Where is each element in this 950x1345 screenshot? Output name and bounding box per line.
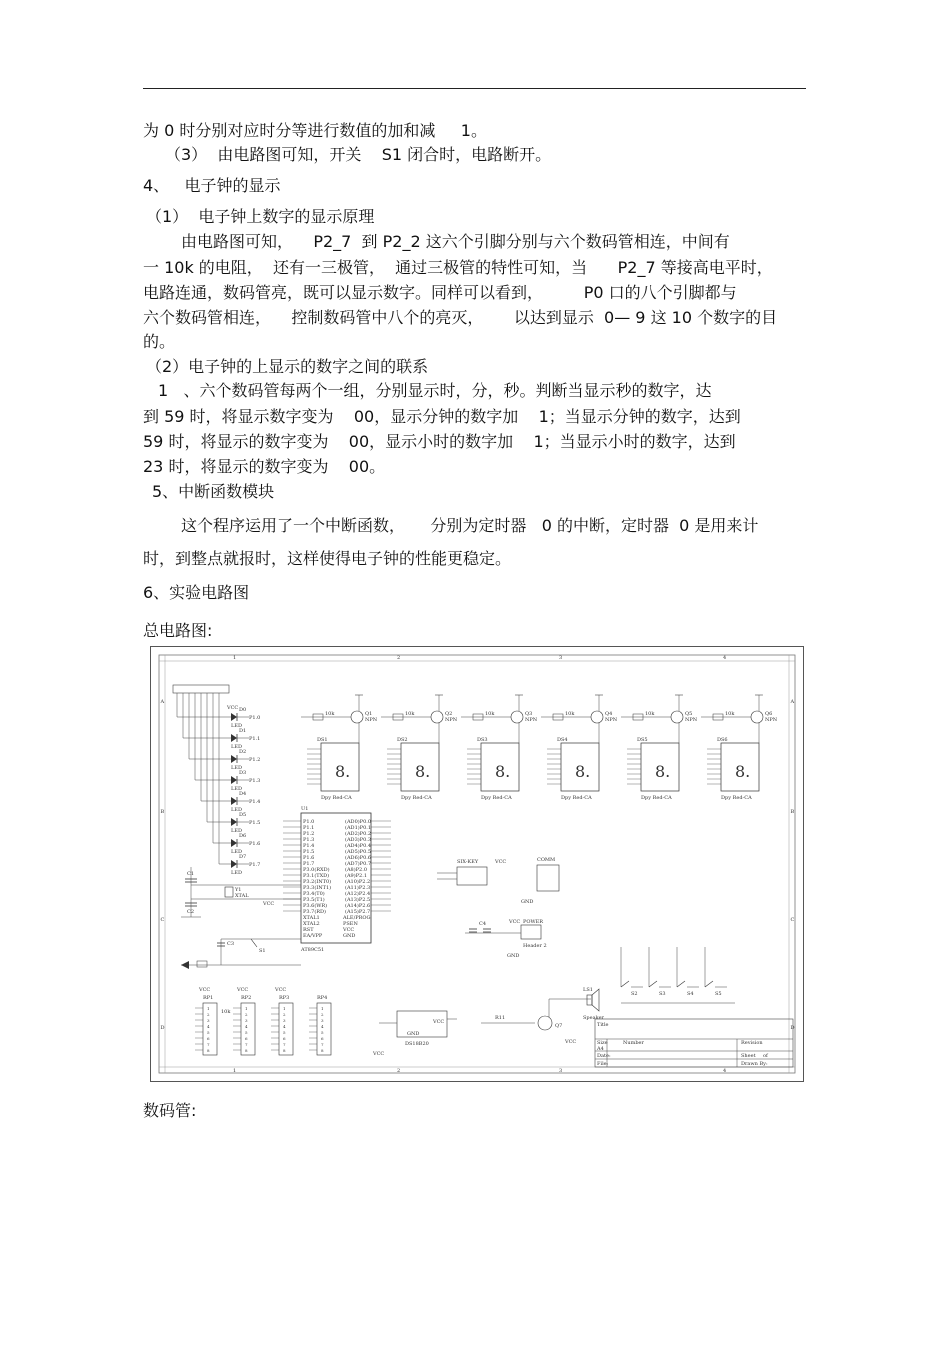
tb-size-label: Size (597, 1040, 608, 1046)
switch-contact (649, 981, 657, 987)
mcu-pin-misc: XTAL1 (303, 915, 320, 921)
transistor-type: NPN (445, 717, 458, 723)
led-pin-label: P1.0 (249, 715, 261, 721)
transistor-symbol (591, 711, 603, 723)
transistor-ref: Q5 (685, 711, 693, 717)
resistor-pack (241, 1003, 255, 1055)
mcu-pin-p3: P3.1(TXD) (303, 873, 330, 879)
led-diode-symbol (231, 776, 237, 784)
display-digit: 8. (415, 762, 431, 781)
rp-pin-number: 6 (207, 1036, 210, 1041)
display-caption: Dpy Red-CA (641, 795, 672, 801)
power-gnd: GND (507, 953, 520, 959)
comm-header (521, 857, 559, 905)
tb-number: Number (623, 1040, 644, 1046)
display-caption: Dpy Red-CA (721, 795, 752, 801)
comm-label: COMM (537, 857, 556, 863)
frame-row-label: C (790, 917, 795, 923)
rp-pin-number: 1 (283, 1006, 286, 1011)
ds18b20-gnd: GND (407, 1031, 420, 1037)
led-diode-symbol (231, 818, 237, 826)
transistor-symbol (511, 711, 523, 723)
rp-pin-number: 4 (207, 1024, 210, 1029)
rp-pin-number: 8 (283, 1048, 286, 1053)
frame-row-label: D (160, 1025, 165, 1031)
mcu-ref: U1 (301, 806, 309, 812)
display-ref: DS1 (317, 737, 328, 743)
mcu-pin-p3: P3.3(INT1) (303, 885, 332, 891)
led-label: LED (231, 765, 242, 771)
title-block (595, 1019, 793, 1067)
frame-row-label: D (790, 1025, 795, 1031)
display-ref: DS2 (397, 737, 408, 743)
ds18b20-vcc: VCC (433, 1019, 445, 1025)
transistor-symbol (431, 711, 443, 723)
mcu-pin-misc: ALE/PROG (343, 915, 371, 921)
led-ref: D1 (239, 728, 247, 734)
mcu-pin-p0: (AD3)P0.3 (345, 837, 372, 843)
rp-pin-number: 5 (283, 1030, 286, 1035)
led-label: LED (231, 786, 242, 792)
transistor-type: NPN (685, 717, 698, 723)
resistor-value: 10k (565, 711, 575, 717)
led-ref: D7 (239, 854, 247, 860)
rp-pin-number: 5 (207, 1030, 210, 1035)
transistor-symbol (751, 711, 763, 723)
led-pin-label: P1.2 (249, 757, 261, 763)
transistor-ref: Q1 (365, 711, 373, 717)
mcu-pin-p3: P3.6(WR) (303, 903, 328, 909)
transistor-symbol (671, 711, 683, 723)
text-line-1: 为 0 时分别对应时分等进行数值的加和减 1。 (143, 121, 487, 140)
rp-vcc-label: VCC (237, 987, 249, 993)
tb-revision: Revision (741, 1040, 763, 1046)
frame-row-label: A (790, 699, 795, 705)
mcu-pin-p1: P1.0 (303, 819, 315, 825)
rp-pin-number: 3 (283, 1018, 286, 1023)
section-heading-5: 5、中断函数模块 (152, 482, 275, 501)
rp-pin-number: 4 (245, 1024, 248, 1029)
text-line-12: 到 59 时，将显示数字变为 00，显示分钟的数字加 1；当显示分钟的数字，达到 (143, 407, 741, 426)
led-diode-symbol (231, 797, 237, 805)
led-label: LED (231, 807, 242, 813)
rp-vcc-label: VCC (275, 987, 287, 993)
led-pin-label: P1.3 (249, 778, 261, 784)
rp-pin-number: 1 (245, 1006, 248, 1011)
mcu-pin-p2: (A10)P2.2 (345, 879, 371, 885)
display-digit: 8. (335, 762, 351, 781)
mcu-pin-p2: (A13)P2.5 (345, 897, 371, 903)
rp-pin-number: 7 (283, 1042, 286, 1047)
mcu-pin-misc: EA/VPP (303, 933, 323, 939)
speaker-ref: LS1 (583, 987, 593, 993)
led-diode-symbol (231, 713, 237, 721)
text-line-6: 一 10k 的电阻， 还有一三极管， 通过三极管的特性可知，当 P2_7 等接高电平时， (143, 258, 773, 277)
rp-pin-number: 8 (207, 1048, 210, 1053)
rp-pin-number: 1 (207, 1006, 210, 1011)
cap-c3-label: C3 (227, 941, 235, 947)
led-diode-symbol (231, 860, 237, 868)
resistor-value: 10k (725, 711, 735, 717)
led-pin-label: P1.1 (249, 736, 261, 742)
led-label: LED (231, 723, 242, 729)
tb-drawn: Drawn By: (741, 1061, 768, 1067)
transistor-ref: Q6 (765, 711, 773, 717)
section-heading-4: 4、 电子钟的显示 (143, 176, 281, 195)
rp4-vcc-label: VCC (373, 1051, 385, 1057)
text-line-8: 六个数码管相连， 控制数码管中八个的亮灭， 以达到显示 0— 9 这 10 个数字的目 (143, 308, 778, 327)
six-key-vcc: VCC (495, 859, 507, 865)
tb-date: Date: (597, 1053, 611, 1059)
speaker-section (481, 987, 605, 1045)
resistor-value: 10k (325, 711, 335, 717)
six-key-label: SIX-KEY (457, 859, 479, 865)
mcu-pin-p1: P1.3 (303, 837, 315, 843)
display-digit: 8. (575, 762, 591, 781)
rp-pin-number: 4 (321, 1024, 324, 1029)
circuit-schematic (150, 646, 804, 1082)
rp-pin-number: 2 (283, 1012, 286, 1017)
resistor-pack-ref: RP2 (241, 995, 252, 1001)
transistor-ref: Q2 (445, 711, 453, 717)
rp-pin-number: 7 (207, 1042, 210, 1047)
switch-contact (677, 981, 685, 987)
mcu-pin-p3: P3.7(RD) (303, 909, 326, 915)
text-line-13: 59 时，将显示的数字变为 00，显示小时的数字加 1；当显示小时的数字，达到 (143, 432, 736, 451)
display-digit: 8. (735, 762, 751, 781)
switch-contact (705, 981, 713, 987)
rp-pin-number: 8 (321, 1048, 324, 1053)
cap-c1-label: C1 (187, 871, 195, 877)
ds18b20-sensor (379, 1011, 457, 1047)
resistor-pack (203, 1003, 217, 1055)
rp-pin-number: 2 (207, 1012, 210, 1017)
resistor-value: 10k (405, 711, 415, 717)
mcu-pin-p3: P3.5(T1) (303, 897, 325, 903)
text-line-2: （3） 由电路图可知，开关 S1 闭合时，电路断开。 (165, 145, 552, 164)
resistor-value: 10k (645, 711, 655, 717)
led-label: LED (231, 870, 242, 876)
switch-s1-label: S1 (259, 948, 266, 954)
frame-col-label: 1 (233, 1068, 237, 1074)
power-section (465, 919, 547, 959)
mcu-pin-misc: GND (343, 933, 356, 939)
mcu-pin-p2: (A11)P2.3 (345, 885, 371, 891)
caption-digit-tube: 数码管: (143, 1101, 197, 1120)
led-label: LED (231, 828, 242, 834)
led-label: LED (231, 744, 242, 750)
mcu-pin-p2: (A12)P2.4 (345, 891, 371, 897)
frame-col-label: 2 (397, 1068, 401, 1074)
led-diode-symbol (231, 734, 237, 742)
transistor-type: NPN (605, 717, 618, 723)
transistor-type: NPN (765, 717, 778, 723)
mcu-pin-p0: (AD2)P0.2 (345, 831, 372, 837)
text-line-14: 23 时，将显示的数字变为 00。 (143, 457, 386, 476)
crystal-label: XTAL (235, 893, 249, 899)
comm-gnd: GND (521, 899, 534, 905)
text-line-9: 的。 (143, 332, 176, 351)
rp-vcc-label: VCC (199, 987, 211, 993)
frame-col-label: 2 (397, 655, 401, 661)
mcu-pin-p2: (A9)P2.1 (345, 873, 368, 879)
led-ref: D0 (239, 707, 247, 713)
header-rule (143, 88, 806, 89)
led-ref: D3 (239, 770, 247, 776)
mcu-pin-p1: P1.6 (303, 855, 315, 861)
power-vcc: VCC (509, 919, 521, 925)
ds18b20-label: DS18B20 (405, 1041, 429, 1047)
subheading-2: （2）电子钟的上显示的数字之间的联系 (146, 357, 429, 376)
mcu-pin-p0: (AD6)P0.6 (345, 855, 372, 861)
mcu-pin-misc: VCC (343, 927, 355, 933)
mcu-pin-p3: P3.4(T0) (303, 891, 325, 897)
frame-row-label: C (160, 917, 165, 923)
section-heading-6: 6、实验电路图 (143, 583, 250, 602)
mcu-pin-p2: (A14)P2.6 (345, 903, 371, 909)
frame-col-label: 3 (559, 655, 563, 661)
crystal-ref: Y1 (235, 887, 242, 893)
led-diode-symbol (231, 755, 237, 763)
speaker-label: Speaker (583, 1015, 604, 1021)
led-label: LED (231, 849, 242, 855)
mcu-pin-p0: (AD7)P0.7 (345, 861, 372, 867)
rp-pin-number: 3 (245, 1018, 248, 1023)
mcu-pin-p1: P1.2 (303, 831, 315, 837)
mcu-pin-misc: RST (303, 927, 314, 933)
rp-pin-number: 2 (321, 1012, 324, 1017)
frame-row-label: A (160, 699, 165, 705)
rp-pin-number: 8 (245, 1048, 248, 1053)
rp-pin-number: 5 (321, 1030, 324, 1035)
tb-sheet: Sheet (741, 1053, 756, 1059)
resistor-pack-ref: RP3 (279, 995, 290, 1001)
frame-col-label: 3 (559, 1068, 563, 1074)
mcu-pin-misc: PSEN (343, 921, 358, 927)
rp-pin-number: 7 (321, 1042, 324, 1047)
text-line-5: 由电路图可知， P2_7 到 P2_2 这六个引脚分别与六个数码管相连，中间有 (181, 232, 730, 251)
led-pin-label: P1.5 (249, 820, 261, 826)
rp-pin-number: 2 (245, 1012, 248, 1017)
led-header (173, 685, 229, 693)
cap-c4-label: C4 (479, 921, 487, 927)
switch-label: S2 (631, 991, 638, 997)
display-caption: Dpy Red-CA (401, 795, 432, 801)
figure-caption-total-circuit: 总电路图: (143, 621, 213, 640)
led-ref: D5 (239, 812, 247, 818)
resistor-pack (317, 1003, 331, 1055)
vcc-label-1: VCC (263, 901, 275, 907)
mcu-pin-p0: (AD0)P0.0 (345, 819, 372, 825)
led-vcc-label: VCC (227, 705, 239, 711)
transistor-symbol (351, 711, 363, 723)
mcu-pin-p1: P1.1 (303, 825, 315, 831)
led-ref: D2 (239, 749, 247, 755)
mcu-pin-p1: P1.5 (303, 849, 315, 855)
resistor-value: 10k (485, 711, 495, 717)
reset-circuit (181, 901, 301, 969)
display-caption: Dpy Red-CA (481, 795, 512, 801)
rp-pin-number: 3 (207, 1018, 210, 1023)
transistor-type: NPN (525, 717, 538, 723)
transistor-ref: Q3 (525, 711, 533, 717)
rp-pin-number: 6 (245, 1036, 248, 1041)
rp-pin-number: 4 (283, 1024, 286, 1029)
mcu-pin-p1: P1.7 (303, 861, 315, 867)
display-caption: Dpy Red-CA (321, 795, 352, 801)
transistor-ref: Q4 (605, 711, 613, 717)
display-ref: DS4 (557, 737, 568, 743)
resistor-pack-ref: RP4 (317, 995, 328, 1001)
display-digit: 8. (655, 762, 671, 781)
power-label: POWER (523, 919, 544, 925)
frame-row-label: B (790, 809, 795, 815)
rp-pin-number: 6 (283, 1036, 286, 1041)
r11-label: R11 (495, 1015, 506, 1021)
mcu-pin-p0: (AD4)P0.4 (345, 843, 372, 849)
rp-pin-number: 7 (245, 1042, 248, 1047)
mcu-pin-p1: P1.4 (303, 843, 315, 849)
transistor-type: NPN (365, 717, 378, 723)
switch-contact (621, 981, 629, 987)
mcu-pin-misc: XTAL2 (303, 921, 320, 927)
display-digit: 8. (495, 762, 511, 781)
frame-row-label: B (160, 809, 165, 815)
switch-label: S3 (659, 991, 666, 997)
resistor-pack-ref: RP1 (203, 995, 214, 1001)
six-key-header (437, 859, 506, 885)
tb-file: File: (597, 1061, 609, 1067)
tb-size: A4 (597, 1046, 604, 1052)
frame-col-label: 4 (723, 1068, 727, 1074)
rp-pin-number: 5 (245, 1030, 248, 1035)
led-diode-symbol (231, 839, 237, 847)
text-line-16: 这个程序运用了一个中断函数， 分别为定时器 0 的中断，定时器 0 是用来计 (181, 516, 759, 535)
frame-col-label: 1 (233, 655, 237, 661)
text-line-7: 电路连通，数码管亮，既可以显示数字。同样可以看到， P0 口的八个引脚都与 (143, 283, 737, 302)
schematic-svg (151, 647, 803, 1081)
switch-label: S5 (715, 991, 722, 997)
rp-pin-number: 6 (321, 1036, 324, 1041)
tb-of: of (763, 1053, 768, 1059)
mcu-pin-p2: (A8)P2.0 (345, 867, 368, 873)
rp-value: 10k (221, 1009, 231, 1015)
header-label: Header 2 (523, 943, 547, 949)
display-ref: DS5 (637, 737, 648, 743)
rp-pin-number: 1 (321, 1006, 324, 1011)
mcu-pin-p3: P3.0(RXD) (303, 867, 330, 873)
led-pin-label: P1.7 (249, 862, 261, 868)
mcu-pin-p2: (A15)P2.7 (345, 909, 371, 915)
frame-col-label: 4 (723, 655, 727, 661)
switch-label: S4 (687, 991, 694, 997)
display-ref: DS3 (477, 737, 488, 743)
q7-label: Q7 (555, 1023, 563, 1029)
display-caption: Dpy Red-CA (561, 795, 592, 801)
rp-pin-number: 3 (321, 1018, 324, 1023)
led-pin-label: P1.4 (249, 799, 261, 805)
led-pin-label: P1.6 (249, 841, 261, 847)
display-ref: DS6 (717, 737, 728, 743)
led-ref: D4 (239, 791, 247, 797)
tb-title: Title (597, 1022, 609, 1028)
resistor-pack (279, 1003, 293, 1055)
cap-c2-label: C2 (187, 909, 195, 915)
subheading-1: （1） 电子钟上数字的显示原理 (146, 207, 375, 226)
mcu-name: AT89C51 (301, 947, 325, 953)
mcu-pin-p0: (AD5)P0.5 (345, 849, 372, 855)
text-line-11: 1 、六个数码管每两个一组，分别显示时，分，秒。判断当显示秒的数字，达 (158, 381, 712, 400)
mcu-pin-p3: P3.2(INT0) (303, 879, 332, 885)
mcu-pin-p0: (AD1)P0.1 (345, 825, 372, 831)
speaker-vcc: VCC (565, 1039, 577, 1045)
led-ref: D6 (239, 833, 247, 839)
text-line-17: 时，到整点就报时，这样使得电子钟的性能更稳定。 (143, 549, 512, 568)
